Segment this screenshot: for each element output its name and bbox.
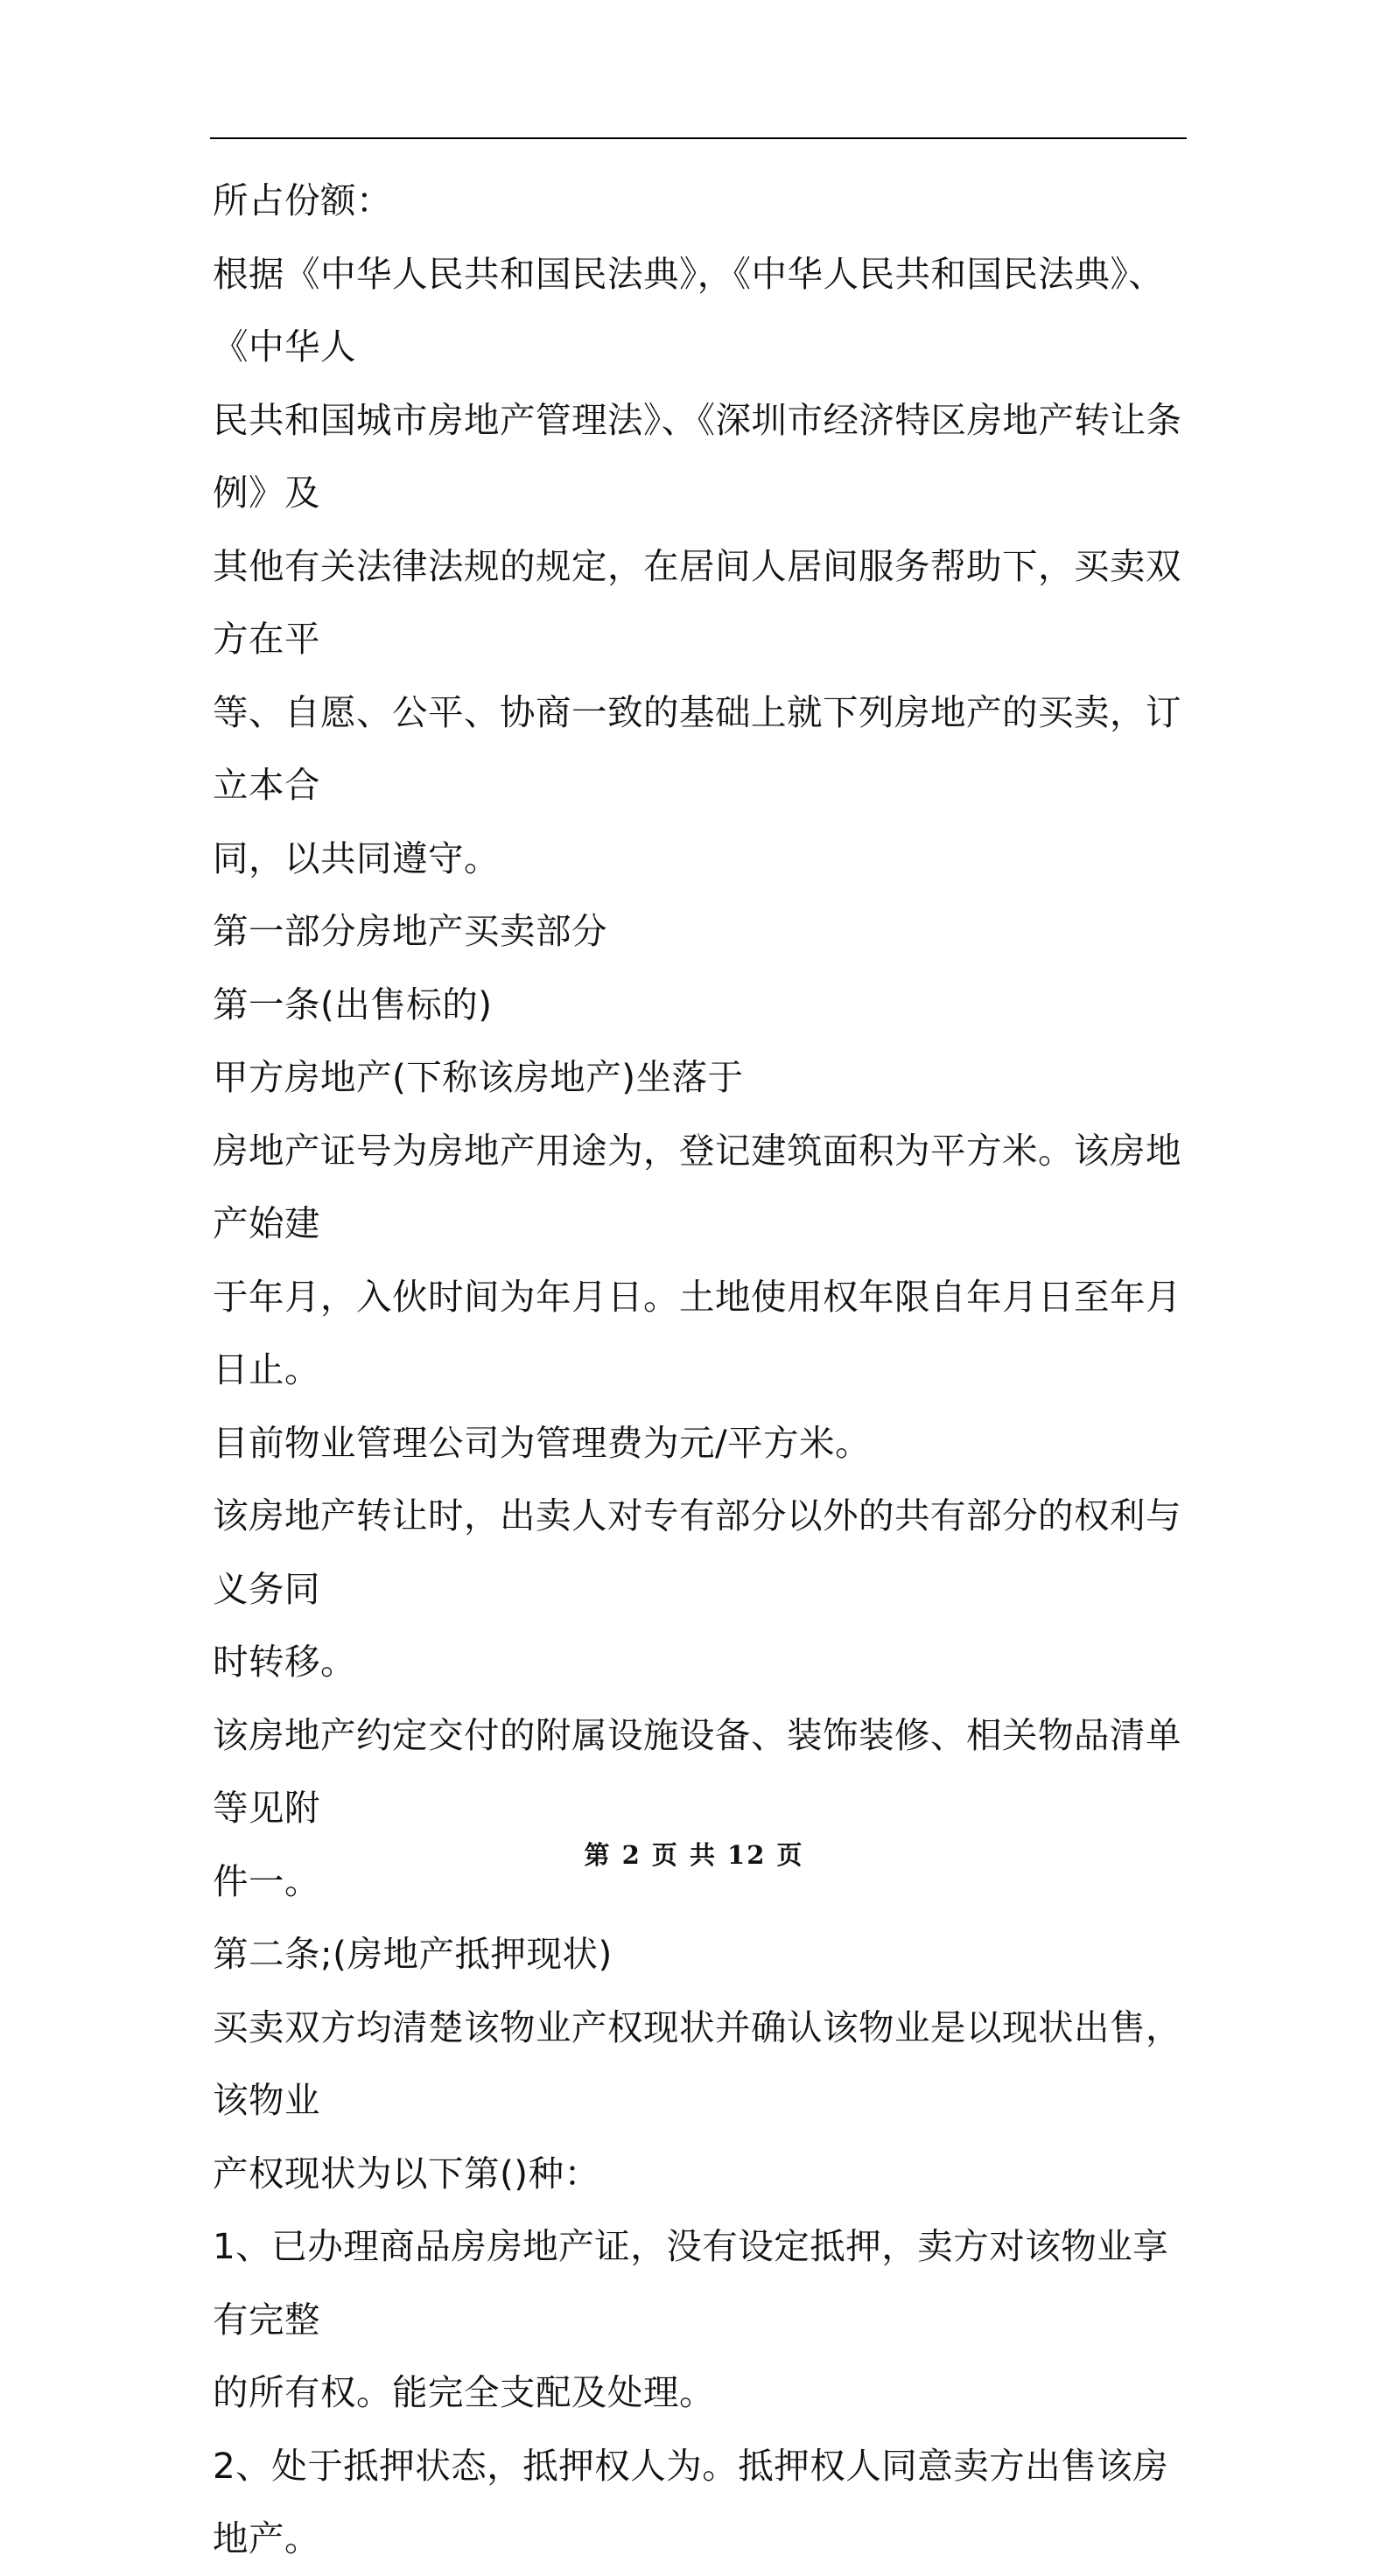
share-label-line: 所占份额： <box>213 179 392 221</box>
property-management-line: 目前物业管理公司为管理费为元/平方米。 <box>213 1421 872 1464</box>
article-two-heading: 第二条;(房地产抵押现状) <box>213 1933 613 1975</box>
preamble-line-1: 根据《中华人民共和国民法典》，《中华人民共和国民法典》、《中华人 <box>213 252 1165 368</box>
option-two-line: 2、处于抵押状态，抵押权人为。抵押权人同意卖方出售该房地产。 <box>213 2444 1169 2559</box>
preamble-line-2: 民共和国城市房地产管理法》、《深圳市经济特区房地产转让条例》及 <box>213 398 1182 514</box>
document-body <box>213 164 1189 2576</box>
common-rights-line-2: 时转移。 <box>213 1641 356 1683</box>
property-details-line-1: 房地产证号为房地产用途为，登记建筑面积为平方米。该房地产始建 <box>213 1129 1181 1244</box>
preamble-line-4: 等、自愿、公平、协商一致的基础上就下列房地产的买卖，订立本合 <box>213 690 1181 806</box>
article-one-heading: 第一条(出售标的) <box>213 983 493 1026</box>
property-location-line: 甲方房地产(下称该房地产)坐落于 <box>213 1056 744 1098</box>
property-details-line-2: 于年月，入伙时间为年月日。土地使用权年限自年月日至年月日止。 <box>213 1275 1181 1390</box>
attachments-line-1: 该房地产约定交付的附属设施设备、装饰装修、相关物品清单等见附 <box>213 1713 1181 1829</box>
title-status-line-2: 产权现状为以下第()种： <box>213 2152 600 2194</box>
preamble-line-3: 其他有关法律法规的规定，在居间人居间服务帮助下，买卖双方在平 <box>213 544 1181 660</box>
option-one-line-1: 1、已办理商品房房地产证，没有设定抵押，卖方对该物业享有完整 <box>213 2225 1169 2341</box>
preamble-line-5: 同，以共同遵守。 <box>213 836 500 879</box>
page-number-footer: 第 2 页 共 12 页 <box>584 1840 804 1870</box>
option-one-line-2: 的所有权。能完全支配及处理。 <box>213 2371 715 2413</box>
part-one-heading: 第一部分房地产买卖部分 <box>213 910 607 952</box>
header-rule <box>210 137 1187 139</box>
title-status-line-1: 买卖双方均清楚该物业产权现状并确认该物业是以现状出售，该物业 <box>213 2006 1181 2121</box>
common-rights-line-1: 该房地产转让时，出卖人对专有部分以外的共有部分的权利与义务同 <box>213 1494 1181 1610</box>
attachments-line-2: 件一。 <box>213 1859 320 1902</box>
